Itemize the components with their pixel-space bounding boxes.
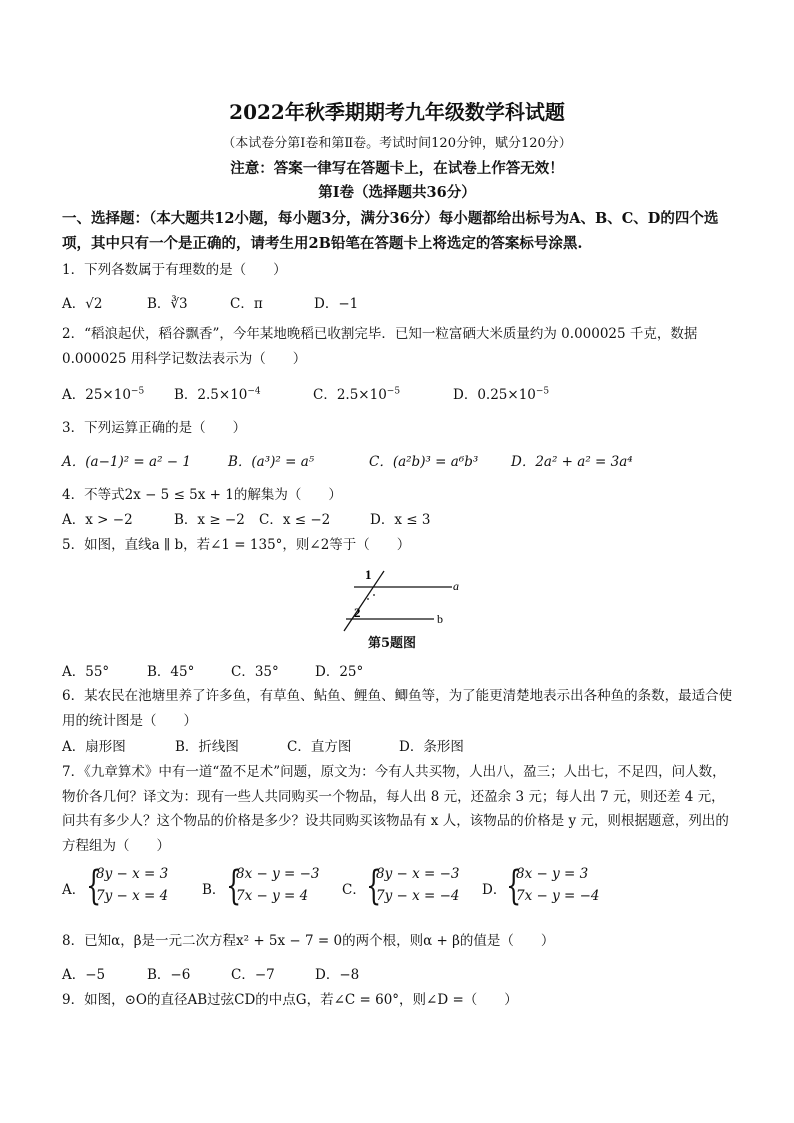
question-1-option-c: C．π <box>230 296 263 312</box>
question-8-option-d: D．−8 <box>315 967 360 983</box>
question-5-option-c: C．35° <box>231 664 279 680</box>
exam-instructions: （本试卷分第Ⅰ卷和第Ⅱ卷。考试时间120分钟，赋分120分） <box>222 136 572 151</box>
line-a-label: a <box>453 579 459 593</box>
question-4-option-b: B．x ≥ −2 <box>174 512 245 528</box>
equation-2: 7y − x = −4 <box>376 888 460 904</box>
section-heading: 一、选择题：（本大题共12小题，每小题3分，满分36分）每小题都给出标号为A、B、C、D的四个选项，其中只有一个是正确的，请考生用2B铅笔在答题卡上将选定的答案标号涂黑. <box>62 210 719 252</box>
angle-1-label: 1 <box>365 567 372 582</box>
question-2-option-d: D．$0.25\times 10^{-5}$ <box>453 386 550 403</box>
question-3-stem: 3．下列运算正确的是（ ） <box>62 420 247 436</box>
option-label: C． <box>342 882 366 898</box>
transversal-line <box>344 571 384 631</box>
question-8-option-a: A．−5 <box>62 967 106 983</box>
question-3-option-c: C．(a²b)³ = a⁶b³ <box>369 454 479 470</box>
question-2-option-b: B．$2.5\times 10^{-4}$ <box>174 386 261 403</box>
brace-icon: { <box>506 863 522 909</box>
equation-1: 8x − y = −3 <box>236 866 320 882</box>
question-1-option-b: B．∛3 <box>147 296 188 312</box>
question-7-option-a <box>62 864 182 912</box>
brace-icon: { <box>226 863 242 909</box>
question-8-option-c: C．−7 <box>231 967 275 983</box>
option-label: A． <box>62 882 86 898</box>
page-title: 2022年秋季期期考九年级数学科试题 <box>229 100 565 124</box>
question-5-option-a: A．55° <box>62 664 110 680</box>
question-5-option-b: B．45° <box>147 664 195 680</box>
angle-mark-dot <box>373 594 375 596</box>
equation-2: 7x − y = 4 <box>236 888 309 904</box>
question-1-option-d: D．−1 <box>314 296 359 312</box>
question-5-stem: 5．如图，直线a ∥ b，若∠1 = 135°，则∠2等于（ ） <box>62 537 411 553</box>
question-6-option-d: D．条形图 <box>399 739 464 755</box>
equation-1: 8x − y = 3 <box>516 866 589 882</box>
angle-mark-dot <box>367 598 369 600</box>
question-6-option-c: C．直方图 <box>287 739 352 755</box>
question-4-option-a: A．x > −2 <box>62 512 133 528</box>
question-3-option-a: A．(a−1)² = a² − 1 <box>62 454 191 470</box>
question-7-option-b <box>202 864 332 912</box>
question-7-option-d <box>482 864 612 912</box>
equation-2: 7y − x = 4 <box>96 888 169 904</box>
angle-2-label: 2 <box>354 605 361 620</box>
question-4-stem: 4．不等式2x − 5 ≤ 5x + 1的解集为（ ） <box>62 487 342 503</box>
equation-1: 8y − x = 3 <box>96 866 169 882</box>
option-label: D． <box>482 882 507 898</box>
question-7-option-c <box>342 864 472 912</box>
question-2-option-a: A．$25\times 10^{-5}$ <box>62 386 145 403</box>
question-4-option-d: D．x ≤ 3 <box>370 512 431 528</box>
question-5-option-d: D．25° <box>315 664 364 680</box>
question-6-stem: 6．某农民在池塘里养了许多鱼，有草鱼、鲇鱼、鲤鱼、鲫鱼等，为了能更清楚地表示出各种鱼的条数，最适合使用的统计图是（ ） <box>62 688 733 729</box>
question-9-stem: 9．如图，⊙O的直径AB过弦CD的中点G，若∠C = 60°，则∠D =（ ） <box>62 992 518 1008</box>
part-heading: 第Ⅰ卷（选择题共36分） <box>318 184 476 201</box>
option-label: B． <box>202 882 226 898</box>
question-3-option-d: D．2a² + a² = 3a⁴ <box>511 454 633 470</box>
brace-icon: { <box>366 863 382 909</box>
brace-icon: { <box>86 863 102 909</box>
question-2-option-c: C．$2.5\times 10^{-5}$ <box>313 386 401 403</box>
question-6-option-b: B．折线图 <box>175 739 239 755</box>
equation-2: 7x − y = −4 <box>516 888 600 904</box>
notice-text: 注意：答案一律写在答题卡上，在试卷上作答无效！ <box>230 160 564 177</box>
question-1-stem: 1．下列各数属于有理数的是（ ） <box>62 262 287 278</box>
question-1-option-a: A．√2 <box>62 296 103 312</box>
line-b-label: b <box>437 612 443 626</box>
question-2-stem: 2．“稻浪起伏，稻谷飘香”，今年某地晚稻已收割完毕．已知一粒富硒大米质量约为 0.000025 千克，数据 0.000025 用科学记数法表示为（ ） <box>62 326 698 367</box>
question-3-option-b: B．(a³)² = a⁵ <box>228 454 315 470</box>
question-8-option-b: B．−6 <box>147 967 191 983</box>
question-4-option-c: C．x ≤ −2 <box>259 512 331 528</box>
question-8-stem: 8．已知α，β是一元二次方程x² + 5x − 7 = 0的两个根，则α + β的值是（ ） <box>62 933 555 949</box>
question-6-option-a: A．扇形图 <box>62 739 126 755</box>
question-7-stem: 7．《九章算术》中有一道“盈不足术”问题，原文为：今有人共买物，人出八，盈三；人出七，不足四，问人数，物价各几何？译文为：现有一些人共同购买一个物品，每人出 8 元，还盈余 3 元；每人出 7 元，则还差 4 元，问共有多少人？这个物品的价格是多少？设共同购买该物品有 x 人，该物品的价格是 y 元，则根据题意，列出的方程组为（ ） <box>62 764 729 854</box>
equation-1: 8y − x = −3 <box>376 866 460 882</box>
question-5-figure-caption: 第5题图 <box>368 636 417 651</box>
